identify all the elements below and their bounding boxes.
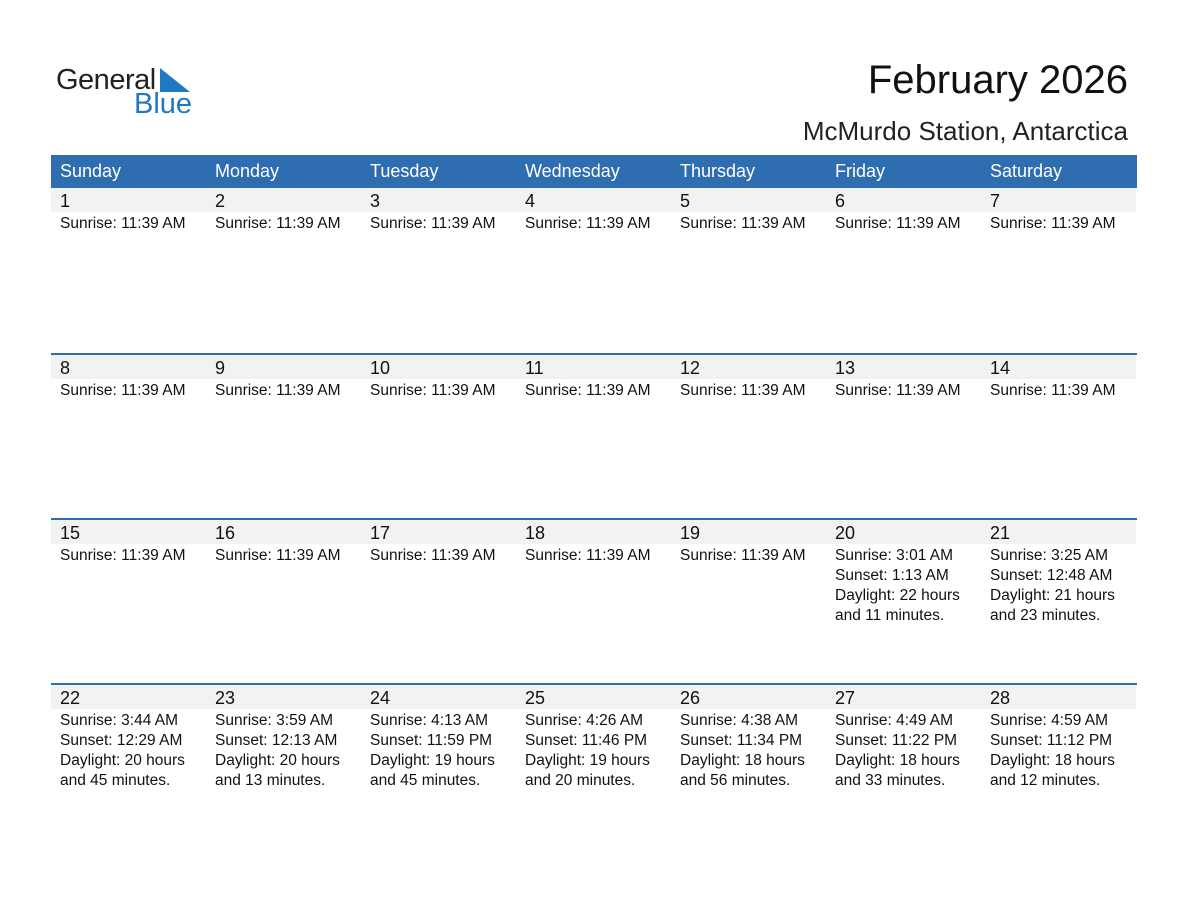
sun-info-line: Daylight: 21 hours [990, 587, 1115, 604]
sun-info-line: Sunrise: 11:39 AM [990, 215, 1116, 232]
day-number: 16 [206, 520, 361, 544]
sun-info-line: Sunrise: 3:01 AM [835, 547, 954, 564]
day-sun-info [671, 544, 826, 566]
day-number: 28 [981, 685, 1136, 709]
day-number: 24 [361, 685, 516, 709]
day-cell [206, 520, 361, 683]
sun-info-line: Sunset: 11:34 PM [680, 732, 803, 749]
day-number: 20 [826, 520, 981, 544]
sun-info-line: Sunrise: 11:39 AM [990, 382, 1116, 399]
location-subtitle: McMurdo Station, Antarctica [802, 116, 1128, 146]
weekday-header-friday: Friday [835, 161, 886, 181]
day-number: 8 [51, 355, 206, 379]
day-cell [361, 188, 516, 353]
day-number: 26 [671, 685, 826, 709]
day-sun-info [361, 709, 516, 791]
day-sun-info [826, 212, 981, 234]
day-cell [51, 355, 206, 518]
sun-info-line: Sunset: 11:59 PM [370, 732, 493, 749]
day-number: 2 [206, 188, 361, 212]
day-number: 25 [516, 685, 671, 709]
sun-info-line: Sunrise: 3:25 AM [990, 547, 1109, 564]
day-sun-info [981, 709, 1136, 791]
sun-info-line: Sunrise: 4:38 AM [680, 712, 799, 729]
sun-info-line: and 45 minutes. [60, 772, 171, 789]
day-cell [361, 355, 516, 518]
sun-info-line: Sunrise: 3:59 AM [215, 712, 334, 729]
day-sun-info [206, 544, 361, 566]
sun-info-line: Sunset: 12:29 AM [60, 732, 183, 749]
day-number: 22 [51, 685, 206, 709]
day-sun-info [206, 379, 361, 401]
day-sun-info [981, 379, 1136, 401]
day-cell [671, 685, 826, 848]
day-sun-info [826, 544, 981, 626]
sun-info-line: Sunrise: 11:39 AM [680, 215, 806, 232]
sun-info-line: Daylight: 20 hours [60, 752, 185, 769]
calendar-week-row [51, 683, 1137, 848]
day-cell [981, 520, 1136, 683]
sun-info-line: Sunrise: 11:39 AM [680, 382, 806, 399]
day-sun-info [981, 212, 1136, 234]
day-sun-info [361, 212, 516, 234]
weekday-header-thursday: Thursday [680, 161, 756, 181]
day-sun-info [51, 379, 206, 401]
day-number: 27 [826, 685, 981, 709]
sun-info-line: Daylight: 18 hours [680, 752, 805, 769]
sun-info-line: Daylight: 18 hours [990, 752, 1115, 769]
weekday-header-row [51, 155, 1137, 188]
logo-word-blue: Blue [134, 88, 193, 120]
sun-info-line: Daylight: 20 hours [215, 752, 340, 769]
sun-info-line: and 20 minutes. [525, 772, 636, 789]
day-number: 15 [51, 520, 206, 544]
day-sun-info [51, 212, 206, 234]
sun-info-line: Sunrise: 3:44 AM [60, 712, 179, 729]
sun-info-line: Sunrise: 11:39 AM [525, 382, 651, 399]
day-number: 14 [981, 355, 1136, 379]
sun-info-line: Sunrise: 11:39 AM [215, 547, 341, 564]
day-cell [51, 685, 206, 848]
day-sun-info [981, 544, 1136, 626]
weekday-header-monday: Monday [215, 161, 280, 181]
day-sun-info [516, 544, 671, 566]
day-cell [361, 520, 516, 683]
day-number: 3 [361, 188, 516, 212]
sun-info-line: Sunrise: 11:39 AM [60, 215, 186, 232]
day-cell [671, 355, 826, 518]
sun-info-line: Daylight: 19 hours [370, 752, 495, 769]
sun-info-line: Sunrise: 11:39 AM [525, 215, 651, 232]
day-sun-info [671, 212, 826, 234]
weekday-header-wednesday: Wednesday [525, 161, 620, 181]
day-number: 10 [361, 355, 516, 379]
sun-info-line: and 23 minutes. [990, 607, 1101, 624]
day-cell [826, 685, 981, 848]
day-cell [206, 685, 361, 848]
page-title: February 2026 [867, 58, 1128, 102]
day-sun-info [206, 212, 361, 234]
day-sun-info [51, 544, 206, 566]
day-number: 11 [516, 355, 671, 379]
sun-info-line: Sunset: 12:13 AM [215, 732, 338, 749]
day-sun-info [671, 379, 826, 401]
sun-info-line: Sunrise: 11:39 AM [680, 547, 806, 564]
sun-info-line: Sunrise: 11:39 AM [835, 382, 961, 399]
day-cell [51, 188, 206, 353]
day-sun-info [361, 379, 516, 401]
calendar-week-row [51, 518, 1137, 683]
sun-info-line: and 45 minutes. [370, 772, 481, 789]
day-sun-info [826, 709, 981, 791]
calendar-grid [51, 155, 1137, 848]
day-number: 7 [981, 188, 1136, 212]
sun-info-line: and 56 minutes. [680, 772, 791, 789]
day-cell [826, 188, 981, 353]
sun-info-line: Sunset: 11:46 PM [525, 732, 648, 749]
day-sun-info [671, 709, 826, 791]
day-cell [516, 188, 671, 353]
weekday-header-tuesday: Tuesday [370, 161, 439, 181]
generalblue-logo [56, 64, 206, 120]
logo-word-general: General [56, 64, 156, 96]
day-cell [981, 355, 1136, 518]
sun-info-line: Sunset: 11:22 PM [835, 732, 958, 749]
day-cell [671, 188, 826, 353]
day-sun-info [826, 379, 981, 401]
day-number: 13 [826, 355, 981, 379]
weekday-header-sunday: Sunday [60, 161, 122, 181]
day-number: 1 [51, 188, 206, 212]
sun-info-line: Sunrise: 11:39 AM [215, 215, 341, 232]
sun-info-line: Sunrise: 11:39 AM [370, 382, 496, 399]
day-cell [671, 520, 826, 683]
sun-info-line: Sunrise: 11:39 AM [215, 382, 341, 399]
sun-info-line: Sunrise: 4:13 AM [370, 712, 489, 729]
day-cell [981, 685, 1136, 848]
day-number: 17 [361, 520, 516, 544]
day-cell [51, 520, 206, 683]
sun-info-line: Sunrise: 11:39 AM [60, 382, 186, 399]
sun-info-line: Sunset: 1:13 AM [835, 567, 949, 584]
day-sun-info [516, 709, 671, 791]
sun-info-line: Sunset: 12:48 AM [990, 567, 1113, 584]
day-number: 5 [671, 188, 826, 212]
sun-info-line: Sunrise: 11:39 AM [370, 547, 496, 564]
sun-info-line: Sunset: 11:12 PM [990, 732, 1113, 749]
day-sun-info [516, 212, 671, 234]
sun-info-line: and 33 minutes. [835, 772, 946, 789]
day-number: 23 [206, 685, 361, 709]
day-cell [981, 188, 1136, 353]
sun-info-line: and 13 minutes. [215, 772, 326, 789]
day-sun-info [361, 544, 516, 566]
day-cell [826, 520, 981, 683]
sun-info-line: Daylight: 18 hours [835, 752, 960, 769]
sun-info-line: Sunrise: 11:39 AM [525, 547, 651, 564]
calendar-week-row [51, 353, 1137, 518]
sun-info-line: Sunrise: 4:59 AM [990, 712, 1109, 729]
day-number: 4 [516, 188, 671, 212]
day-number: 18 [516, 520, 671, 544]
day-cell [206, 355, 361, 518]
sun-info-line: Sunrise: 11:39 AM [835, 215, 961, 232]
day-cell [206, 188, 361, 353]
sun-info-line: Daylight: 19 hours [525, 752, 650, 769]
day-cell [826, 355, 981, 518]
weekday-header-saturday: Saturday [990, 161, 1063, 181]
day-number: 21 [981, 520, 1136, 544]
calendar-week-row [51, 188, 1137, 353]
sun-info-line: Daylight: 22 hours [835, 587, 960, 604]
day-cell [516, 355, 671, 518]
sun-info-line: and 11 minutes. [835, 607, 945, 624]
day-number: 6 [826, 188, 981, 212]
sun-info-line: Sunrise: 4:49 AM [835, 712, 954, 729]
sun-info-line: Sunrise: 11:39 AM [370, 215, 496, 232]
sun-info-line: and 12 minutes. [990, 772, 1101, 789]
calendar-weeks [51, 188, 1137, 848]
sun-info-line: Sunrise: 4:26 AM [525, 712, 644, 729]
day-number: 12 [671, 355, 826, 379]
day-cell [516, 520, 671, 683]
day-cell [516, 685, 671, 848]
sun-info-line: Sunrise: 11:39 AM [60, 547, 186, 564]
day-sun-info [206, 709, 361, 791]
day-number: 9 [206, 355, 361, 379]
day-sun-info [516, 379, 671, 401]
day-number: 19 [671, 520, 826, 544]
day-sun-info [51, 709, 206, 791]
day-cell [361, 685, 516, 848]
